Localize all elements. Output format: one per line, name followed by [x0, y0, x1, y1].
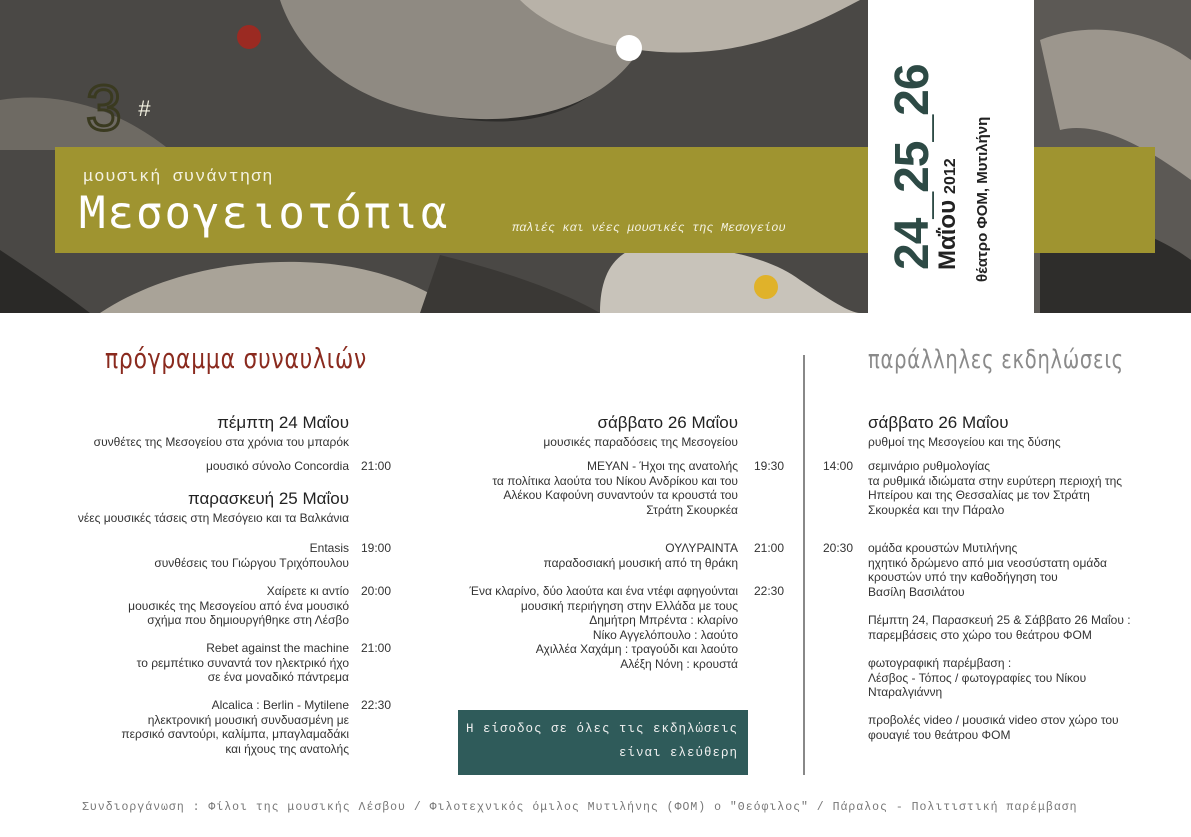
white-dot: [616, 35, 642, 61]
banner: [0, 0, 1191, 313]
event-item: Entasis συνθέσεις του Γιώργου Τριχόπουλου: [154, 541, 349, 570]
parallel-events-heading: παράλληλες εκδηλώσεις: [868, 345, 1124, 375]
free-entry-line: Η είσοδος σε όλες τις εκδηλώσεις: [465, 722, 738, 736]
yellow-dot: [754, 275, 778, 299]
concert-program-heading: πρόγραμμα συναυλιών: [105, 342, 368, 375]
event-item: σεμινάριο ρυθμολογίας τα ρυθμικά ιδιώματα στην ευρύτερη περιοχή της Ηπείρου και της Θεσσαλίας με τον Στράτη Σκουρκέα και την Πάραλο: [868, 459, 1123, 517]
festival-month-year: Μαΐου2012: [934, 158, 961, 270]
day-title: παρασκευή 25 Μαΐου: [187, 489, 349, 508]
day-title: σάββατο 26 Μαΐου: [597, 413, 738, 432]
event-time: 19:00: [361, 541, 392, 555]
note-item: φωτογραφική παρέμβαση : Λέσβος - Τόπος / φωτογραφίες του Νίκου Νταραλγιάννη: [868, 656, 1087, 699]
event-time: 14:00: [823, 459, 854, 473]
event-item: Rebet against the machine το ρεμπέτικο συναντά τον ηλεκτρικό ήχο σε ένα μοναδικό πάντρεμα: [136, 641, 349, 684]
event-item: Alcalica : Berlin - Mytilene ηλεκτρονική μουσική συνδυασμένη με περσικό σαντούρι, καλίμπα, μπαγλαμαδάκι και ήχους της ανατολής: [121, 698, 349, 756]
day-title: σάββατο 26 Μαΐου: [868, 413, 1009, 432]
event-time: 21:00: [754, 541, 785, 555]
event-time: 20:30: [823, 541, 854, 555]
event-item: ΟΥΛΥΡΑΙΝΤΑ παραδοσιακή μουσική από τη θράκη: [543, 541, 738, 570]
day-theme: συνθέτες της Μεσογείου στα χρόνια του μπαρόκ: [93, 435, 349, 449]
event-time: 20:00: [361, 584, 392, 598]
event-item: μουσικό σύνολο Concordia: [205, 459, 349, 473]
organizers-footer: Συνδιοργάνωση : Φίλοι της μουσικής Λέσβου / Φιλοτεχνικός όμιλος Μυτιλήνης (ΦΟΜ) ο "Θεόφιλος" / Πάραλος - Πολιτιστική παρέμβαση: [82, 801, 1078, 814]
day-theme: μουσικές παραδόσεις της Μεσογείου: [543, 435, 738, 449]
day-theme: ρυθμοί της Μεσογείου και της δύσης: [868, 435, 1061, 449]
free-entry-box: [458, 710, 748, 775]
festival-venue: θέατρο ΦΟΜ, Μυτιλήνη: [974, 116, 991, 282]
event-item: ομάδα κρουστών Μυτιλήνης ηχητικό δρώμενο από μια νεοσύστατη ομάδα κρουστών υπό την καθοδήγηση του Βασίλη Βασιλάτου: [868, 541, 1107, 599]
event-time: 22:30: [361, 698, 392, 712]
festival-title: Μεσογειοτόπια: [79, 188, 450, 239]
festival-subtitle: μουσική συνάντηση: [83, 168, 274, 187]
note-item: προβολές video / μουσικά video στον χώρο του φουαγιέ του θεάτρου ΦΟΜ: [868, 713, 1119, 742]
event-time: 22:30: [754, 584, 785, 598]
event-item: ΜΕΥΑΝ - Ήχοι της ανατολής τα πολίτικα λαούτα του Νίκου Ανδρίκου και του Αλέκου Καφούνη συναντούν τα κρουστά του Στράτη Σκουρκέα: [492, 459, 738, 517]
day-title: πέμπτη 24 Μαΐου: [217, 413, 349, 432]
free-entry-line: είναι ελεύθερη: [618, 746, 738, 760]
festival-tagline: παλιές και νέες μουσικές της Μεσογείου: [512, 221, 786, 235]
event-item: Ένα κλαρίνο, δύο λαούτα και ένα ντέφι αφηγούνται μουσική περιήγηση στην Ελλάδα με τους Δημήτρη Μπρέντα : κλαρίνο Νίκο Αγγελόπουλο : λαούτο Αχιλλέα Χαχάμη : τραγούδι και λαούτο Αλέξη Νόνη : κρουστά: [469, 584, 738, 671]
edition-number: 3: [86, 72, 122, 144]
red-dot: [237, 25, 261, 49]
event-item: Χαίρετε κι αντίο μουσικές της Μεσογείου από ένα μουσικό σχήμα που δημιουργήθηκε στη Λέσβο: [128, 584, 349, 627]
column-divider: [803, 355, 805, 775]
edition-superscript: #: [138, 96, 151, 121]
event-time: 21:00: [361, 459, 392, 473]
event-time: 19:30: [754, 459, 785, 473]
festival-dates: 24_25_26: [886, 64, 939, 270]
note-item: Πέμπτη 24, Παρασκευή 25 & Σάββατο 26 Μαΐου : παρεμβάσεις στο χώρο του θεάτρου ΦΟΜ: [868, 613, 1131, 642]
event-time: 21:00: [361, 641, 392, 655]
day-theme: νέες μουσικές τάσεις στη Μεσόγειο και τα Βαλκάνια: [77, 511, 349, 525]
